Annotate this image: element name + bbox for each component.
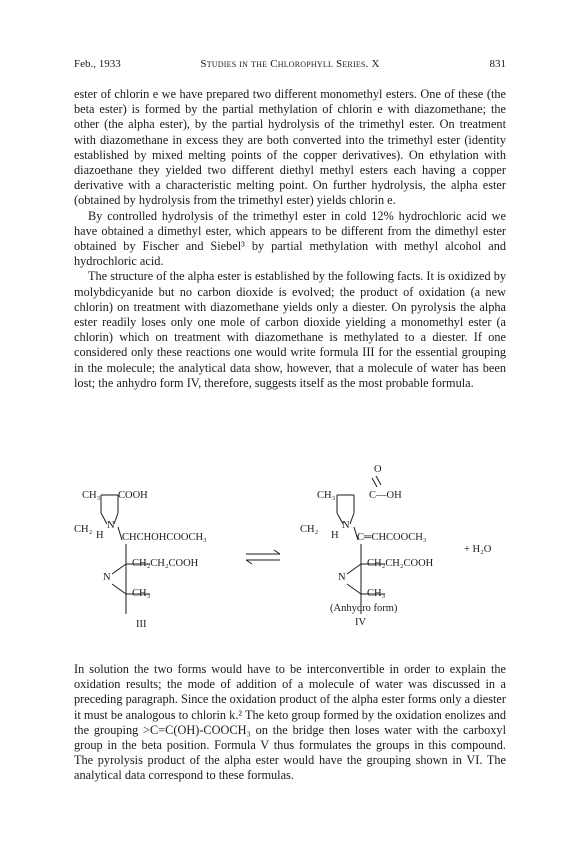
running-header <box>74 58 506 72</box>
formula-iv-ch3: CH₃ <box>317 490 336 501</box>
formula-iii-ch3: CH₃ <box>82 490 101 501</box>
header-title: Studies in the Chlorophyll Series. X <box>200 58 380 70</box>
formula-iii-h: H <box>96 530 104 541</box>
formula-iv-c-chcooch3: C═CHCOOCH₃ <box>357 532 427 543</box>
formula-iii-ch3-lower: CH₃ <box>132 588 151 599</box>
formula-iv-ch2: CH₂ <box>300 524 319 535</box>
body-text <box>74 87 506 391</box>
paragraph-4: In solution the two forms would have to be interconvertible in order to explain the oxidation results; the mode of addition of a molecule of water was discussed in a preceding paragraph. Since the oxidation product of the alpha ester forms only a diester it must be analogous to chlorin k.² The keto group formed by the oxidation enolizes and the grouping >C=C(OH)-COOCH₃ on the bridge then loses water with the carboxyl group in the beta position. Formula V thus formulates the groups in this compound. The pyrolysis product of the alpha ester would have the grouping shown in VI. The analytical data correspond to these formulas. <box>74 662 506 783</box>
formula-iv-h: H <box>331 530 339 541</box>
formula-iii-ch2: CH₂ <box>74 524 93 535</box>
body-text-continued <box>74 662 506 784</box>
formula-iii-n: N <box>107 520 115 531</box>
formula-iii-chchoh: CHCHOHCOOCH₃ <box>122 532 207 543</box>
paragraph-3: The structure of the alpha ester is established by the following facts. It is oxidized by molybdicyanide but no carbon dioxide is evolved; the product of oxidation (a new chlorin) on treatment with diazomethane yields only a diester. On pyrolysis the alpha ester readily loses only one mole of carbon dioxide yielding a monomethyl ester (a chlorin) which on treatment with diazomethane is methylated to a diester. If one considered only these reactions one would write formula III for the essential grouping in the molecule; the analytical data show, however, that a molecule of water has been lost; the anhydro form IV, therefore, suggests itself as the most probable formula. <box>74 269 506 390</box>
formula-iv-n: N <box>342 520 350 531</box>
formula-iii-ch2ch2cooh: CH₂CH₂COOH <box>132 558 199 569</box>
formula-iv-c-oh: C—OH <box>369 490 402 501</box>
paragraph-2: By controlled hydrolysis of the trimethyl ester in cold 12% hydrochloric acid we have obtained a dimethyl ester, which appears to be different from the dimethyl ester obtained by Fischer and Siebel³ by partial methylation with methyl alcohol and hydrochloric acid. <box>74 208 506 269</box>
formula-iv-ch3-lower: CH₃ <box>367 588 386 599</box>
paragraph-1: ester of chlorin e we have prepared two different monomethyl esters. One of these (the beta ester) is formed by the partial methylation of chlorin e with diazomethane; the other (the alpha ester), by the partial hydrolysis of the trimethyl ester. On treatment with diazomethane in excess they are both converted into the trimethyl ester (identity established by mixed melting points of the copper derivatives). On ethylation with diazoethane they yielded two different diethyl methyl esters each having a copper derivative with a characteristic melting point. On further hydrolysis, the alpha ester (obtained by hydrolysis from the trimethyl ester) yields chlorin e. <box>74 87 506 208</box>
formula-iii-label: III <box>136 619 147 630</box>
formula-iv-caption: (Anhydro form) <box>330 603 398 614</box>
chemical-formulas <box>74 464 506 642</box>
header-page-number: 831 <box>489 58 506 70</box>
formula-iv-n2: N <box>338 572 346 583</box>
formula-iv-label: IV <box>355 617 367 628</box>
formula-iii-cooh: COOH <box>118 490 148 501</box>
formula-iv-o: O <box>374 464 382 475</box>
header-date: Feb., 1933 <box>74 58 121 70</box>
formula-iii-n2: N <box>103 572 111 583</box>
formula-iv-ch2ch2cooh: CH₂CH₂COOH <box>367 558 434 569</box>
plus-water: + H₂O <box>464 544 492 555</box>
